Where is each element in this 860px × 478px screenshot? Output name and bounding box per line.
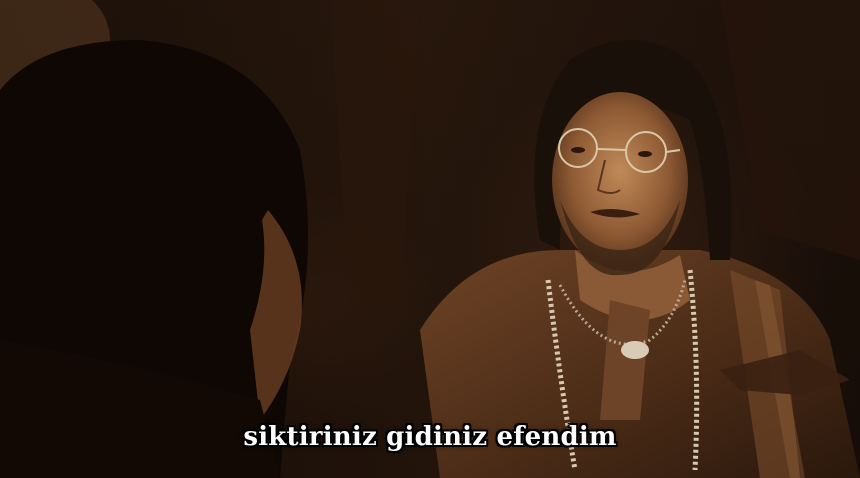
- subtitle-caption: siktiriniz gidiniz efendim: [243, 422, 617, 452]
- man-face: [552, 92, 688, 268]
- left-eye: [571, 147, 585, 153]
- pendant: [621, 341, 649, 359]
- glasses-bridge: [597, 149, 626, 150]
- right-eye: [638, 151, 652, 157]
